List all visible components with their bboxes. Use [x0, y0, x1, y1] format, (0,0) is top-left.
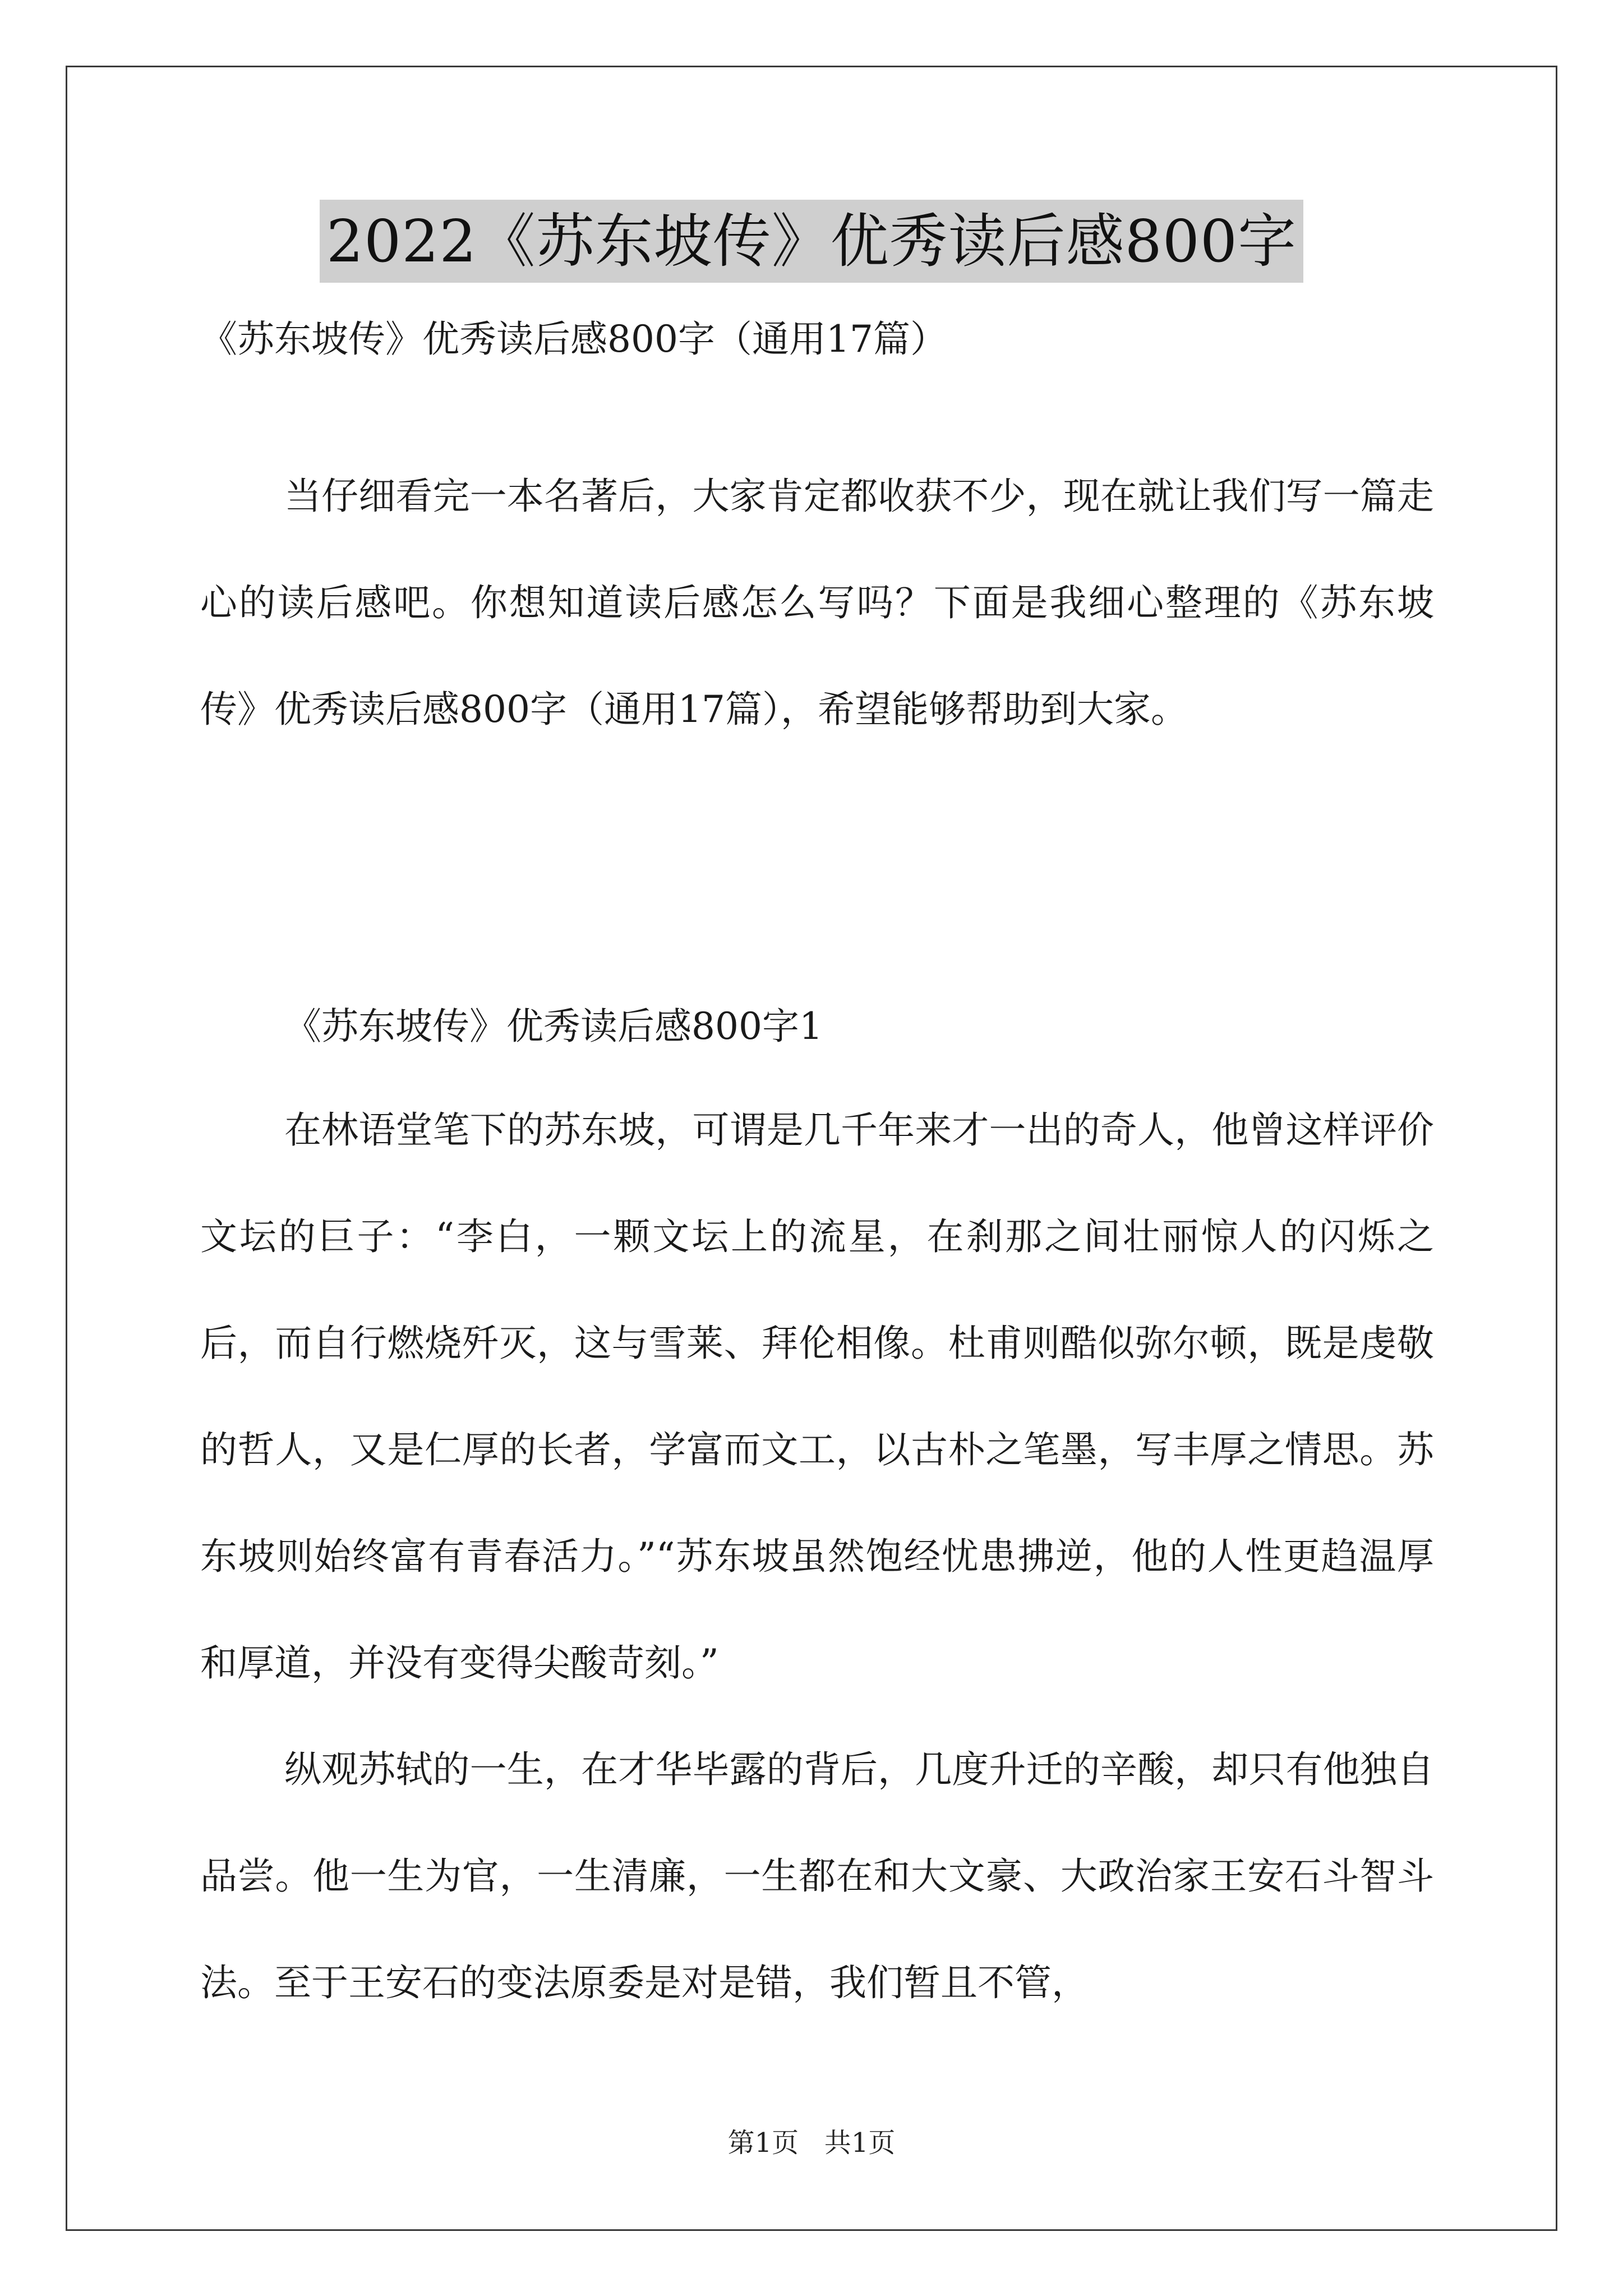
body-paragraph-1: 在林语堂笔下的苏东坡，可谓是几千年来才一出的奇人，他曾这样评价文坛的巨子：“李白，一颗文坛上的流星，在刹那之间壮丽惊人的闪烁之后，而自行燃烧歼灭，这与雪莱、拜伦相像。杜甫则酷似弥尔顿，既是虔敬的哲人，又是仁厚的长者，学富而文工，以古朴之笔墨，写丰厚之情思。苏东坡则始终富有青春活力。”“苏东坡虽然饱经忧患拂逆，他的人性更趋温厚和厚道，并没有变得尖酸苛刻。”: [200, 1108, 1434, 1685]
title-container: [0, 200, 1623, 283]
section-title: 《苏东坡传》优秀读后感800字1: [284, 1005, 823, 1048]
intro-paragraph: 当仔细看完一本名著后，大家肯定都收获不少，现在就让我们写一篇走心的读后感吧。你想知道读后感怎么写吗？下面是我细心整理的《苏东坡传》优秀读后感800字（通用17篇），希望能够帮助到大家。: [200, 475, 1434, 731]
page-footer: 第1页 共1页: [727, 2127, 896, 2159]
body-paragraph-2: 纵观苏轼的一生，在才华毕露的背后，几度升迁的辛酸，却只有他独自品尝。他一生为官，一生清廉，一生都在和大文豪、大政治家王安石斗智斗法。至于王安石的变法原委是对是错，我们暂且不管，: [200, 1748, 1434, 2004]
document-title: 2022《苏东坡传》优秀读后感800字: [320, 200, 1303, 283]
document-subtitle: 《苏东坡传》优秀读后感800字（通用17篇）: [200, 318, 947, 361]
